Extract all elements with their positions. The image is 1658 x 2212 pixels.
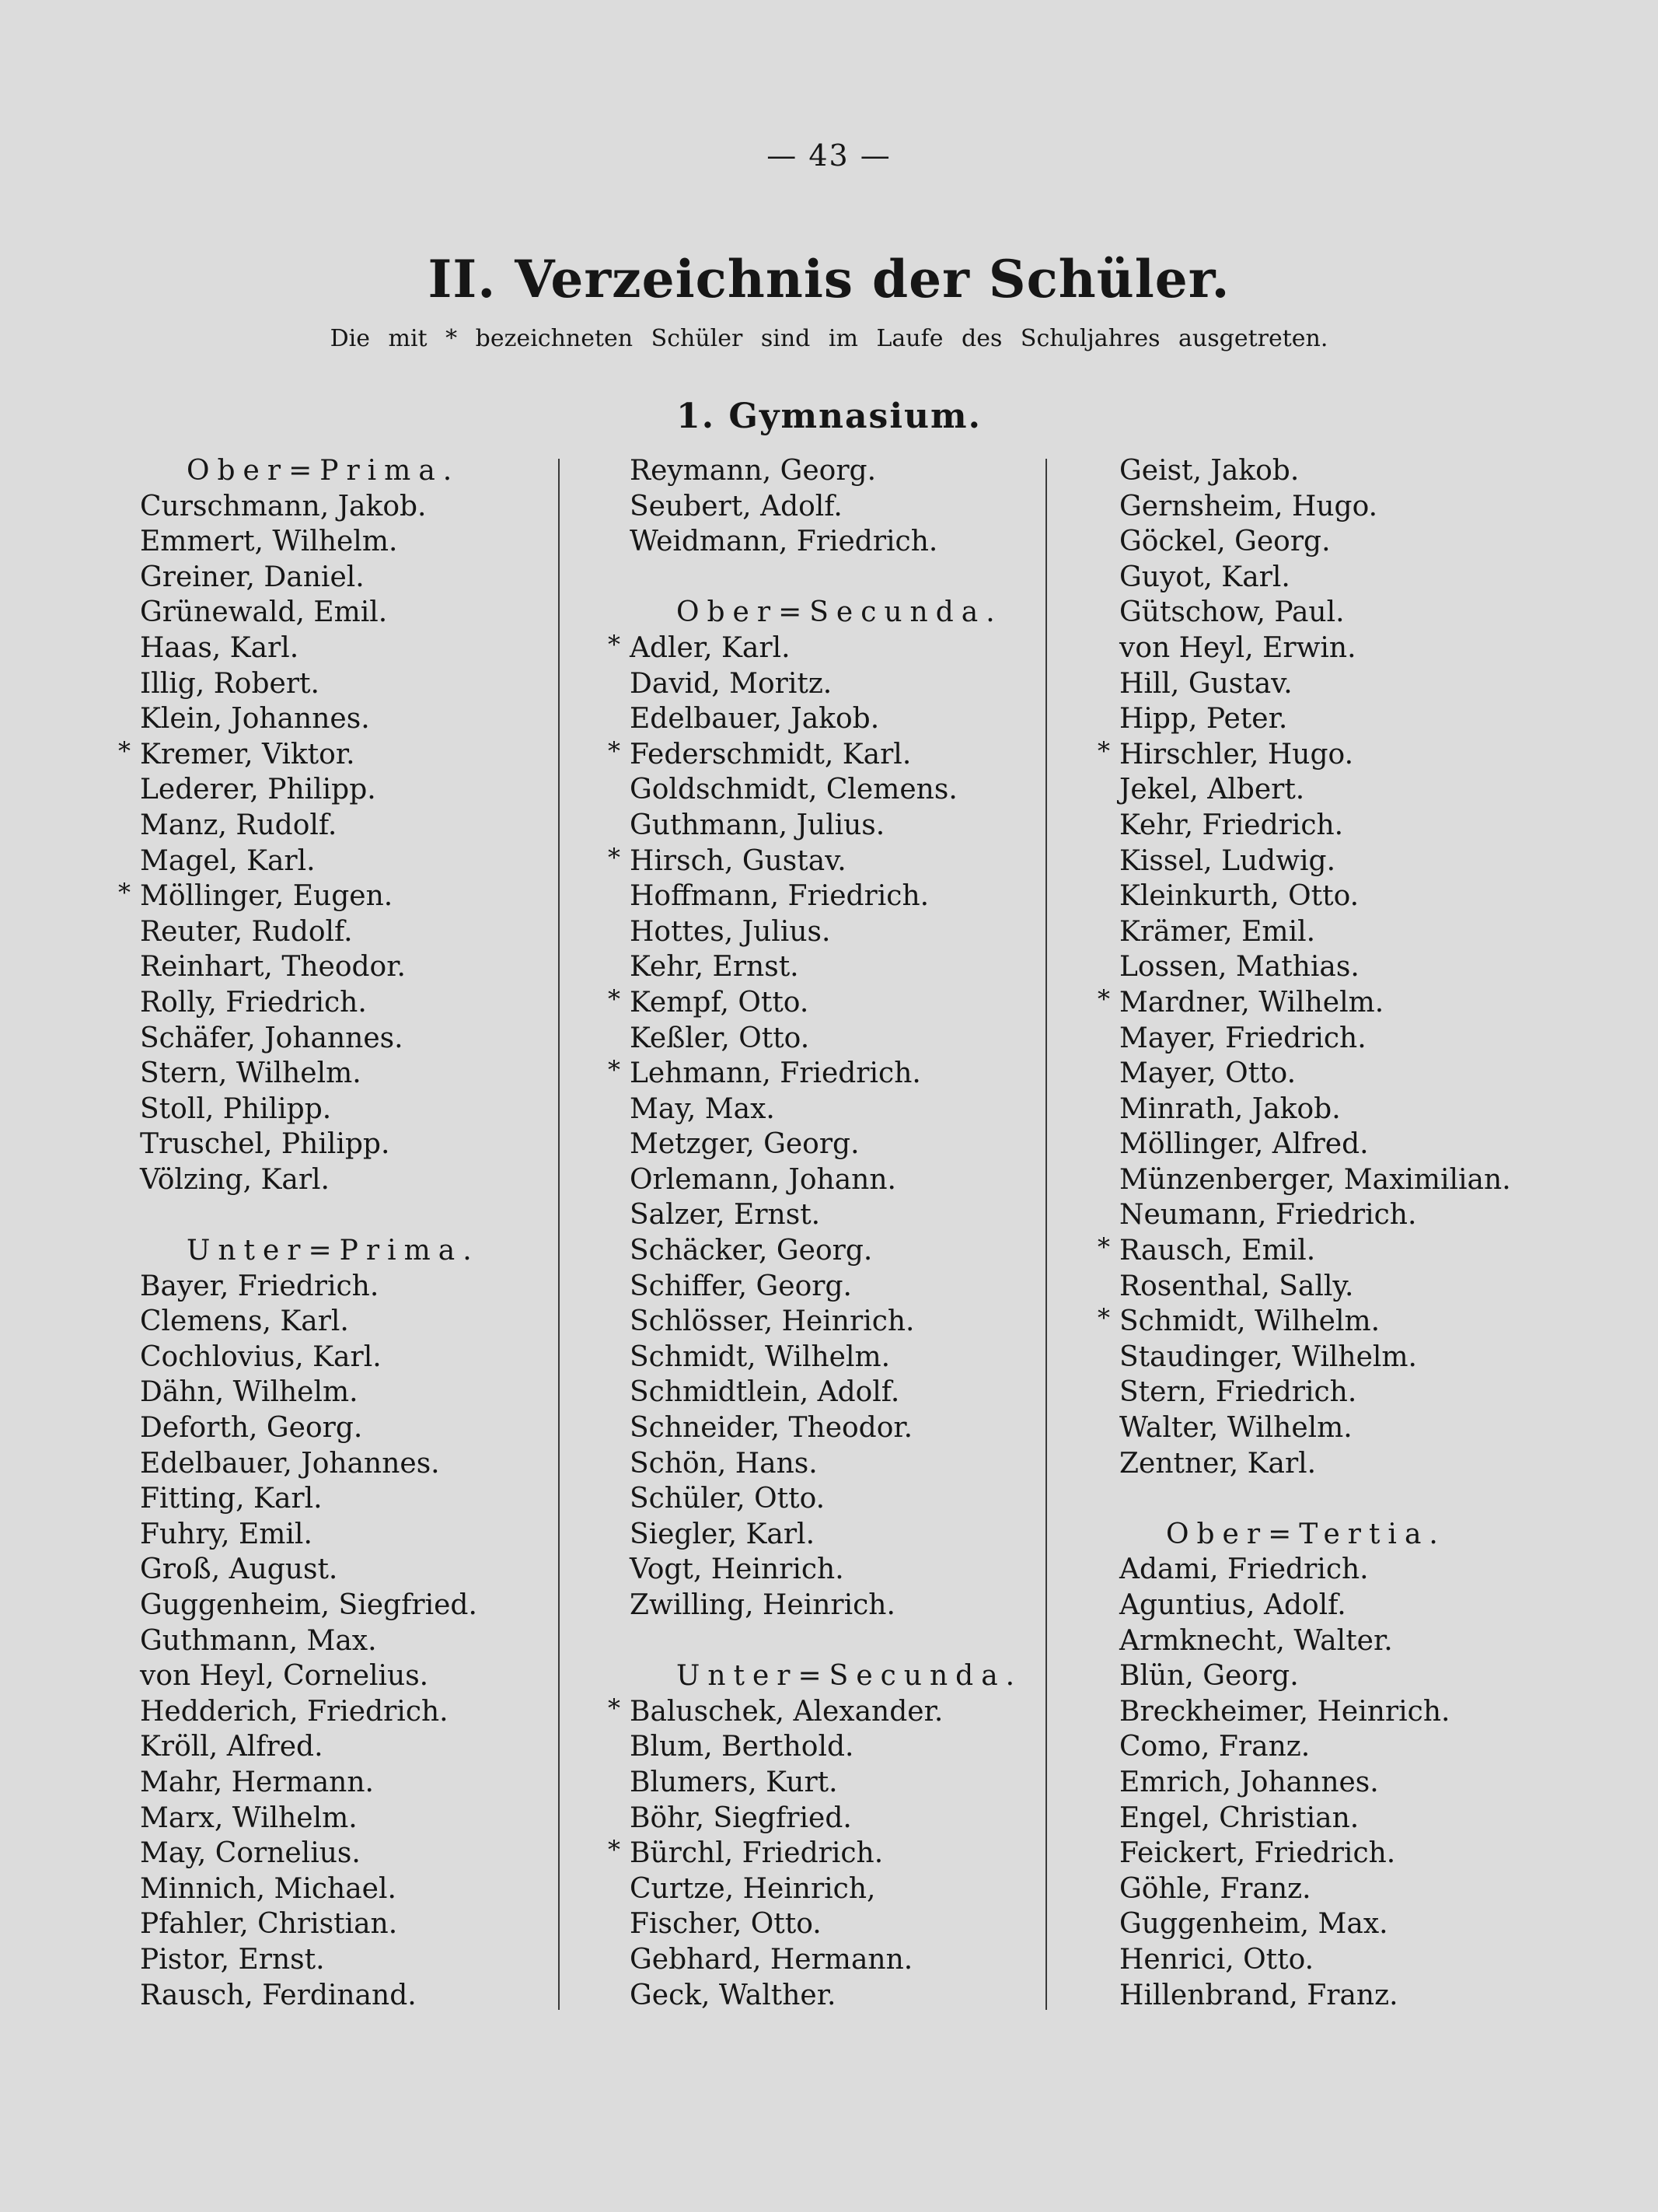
student-entry (1096, 631, 1531, 666)
student-column-2 (606, 453, 1042, 2013)
student-name: Hill, Gustav. (1119, 667, 1293, 700)
student-name: Bayer, Friedrich. (140, 1270, 379, 1302)
student-name: Mardner, Wilhelm. (1119, 986, 1384, 1019)
student-entry (1096, 1162, 1531, 1198)
student-entry (117, 1092, 552, 1127)
student-entry (606, 1836, 1042, 1871)
student-entry (1096, 737, 1531, 773)
column-divider (558, 459, 560, 2010)
student-name: Salzer, Ernst. (630, 1199, 821, 1232)
student-entry (606, 631, 1042, 666)
student-name: Klein, Johannes. (140, 703, 370, 736)
student-entry (606, 1162, 1042, 1198)
student-name: Reinhart, Theodor. (140, 951, 406, 984)
block-spacer (117, 1197, 552, 1233)
student-entry (606, 1801, 1042, 1836)
student-entry (117, 1801, 552, 1836)
student-name: Geck, Walther. (630, 1979, 836, 2011)
student-name: Emrich, Johannes. (1119, 1766, 1379, 1798)
withdrawn-asterisk: * (1098, 736, 1110, 766)
student-entry (606, 1340, 1042, 1375)
student-name: Rausch, Ferdinand. (140, 1979, 417, 2011)
student-name: Pistor, Ernst. (140, 1943, 325, 1976)
student-entry (606, 1092, 1042, 1127)
student-name: Baluschek, Alexander. (630, 1695, 944, 1728)
student-entry (1096, 1906, 1531, 1942)
student-entry (606, 1375, 1042, 1410)
student-name: Como, Franz. (1119, 1731, 1311, 1763)
column-divider (1045, 459, 1047, 2010)
student-entry (117, 1481, 552, 1517)
student-entry (606, 1729, 1042, 1765)
student-entry (117, 1765, 552, 1801)
withdrawn-asterisk: * (608, 1693, 620, 1723)
student-name: Guggenheim, Max. (1119, 1908, 1388, 1941)
student-name: Haas, Karl. (140, 631, 299, 664)
legend-note: Die mit * bezeichneten Schüler sind im Laufe des Schuljahres ausgetreten. (330, 325, 1328, 352)
student-entry (1096, 1765, 1531, 1801)
student-name: Illig, Robert. (140, 667, 319, 700)
student-entry (606, 701, 1042, 737)
student-entry (117, 1906, 552, 1942)
student-entry (117, 1056, 552, 1092)
student-name: Metzger, Georg. (630, 1128, 860, 1161)
student-entry (1096, 844, 1531, 879)
student-name: Emmert, Wilhelm. (140, 526, 398, 558)
student-entry (606, 772, 1042, 808)
student-name: Adami, Friedrich. (1119, 1553, 1369, 1586)
student-entry (1096, 1269, 1531, 1305)
student-entry (606, 1269, 1042, 1305)
student-entry (117, 844, 552, 879)
student-entry (1096, 1623, 1531, 1659)
student-name: Zwilling, Heinrich. (630, 1589, 895, 1621)
student-entry (117, 1588, 552, 1623)
student-entry (1096, 1197, 1531, 1233)
student-name: Stoll, Philipp. (140, 1092, 332, 1125)
student-name: Göhle, Franz. (1119, 1872, 1311, 1905)
student-entry (1096, 1871, 1531, 1907)
student-entry (117, 808, 552, 844)
student-entry (117, 1552, 552, 1588)
student-name: Mahr, Hermann. (140, 1766, 374, 1798)
student-name: Fuhry, Emil. (140, 1518, 312, 1550)
student-entry (117, 666, 552, 702)
student-entry (606, 1906, 1042, 1942)
student-name: Zentner, Karl. (1119, 1447, 1317, 1480)
student-name: Schäcker, Georg. (630, 1235, 873, 1267)
student-entry (606, 1197, 1042, 1233)
class-heading: Unter=Secunda. (676, 1660, 1023, 1693)
block-spacer (606, 560, 1042, 596)
withdrawn-asterisk: * (608, 1055, 620, 1085)
withdrawn-asterisk: * (608, 984, 620, 1014)
student-name: Gebhard, Hermann. (630, 1943, 913, 1976)
student-name: Mayer, Otto. (1119, 1057, 1297, 1090)
student-entry (1096, 772, 1531, 808)
student-entry (117, 1410, 552, 1446)
block-spacer (606, 1623, 1042, 1659)
student-name: Armknecht, Walter. (1119, 1624, 1393, 1657)
student-entry (1096, 1836, 1531, 1871)
student-name: Keßler, Otto. (630, 1022, 810, 1054)
student-name: Neumann, Friedrich. (1119, 1199, 1417, 1232)
student-name: Rausch, Emil. (1119, 1235, 1316, 1267)
student-name: Bürchl, Friedrich. (630, 1837, 884, 1870)
student-entry (606, 1446, 1042, 1482)
student-entry (117, 1694, 552, 1730)
student-name: Geist, Jakob. (1119, 455, 1300, 487)
student-entry (117, 524, 552, 560)
student-name: Fischer, Otto. (630, 1908, 822, 1941)
student-entry (606, 524, 1042, 560)
student-name: Curschmann, Jakob. (140, 490, 427, 522)
student-entry (1096, 595, 1531, 631)
student-entry (117, 985, 552, 1021)
student-entry (1096, 1092, 1531, 1127)
withdrawn-asterisk: * (1098, 1303, 1110, 1333)
student-entry (1096, 1127, 1531, 1162)
student-name: Edelbauer, Jakob. (630, 703, 880, 736)
student-entry (1096, 1021, 1531, 1057)
student-entry (1096, 949, 1531, 985)
student-name: Orlemann, Johann. (630, 1163, 896, 1196)
student-entry (606, 1127, 1042, 1162)
student-name: Jekel, Albert. (1119, 774, 1305, 806)
page-title: II. Verzeichnis der Schüler. (428, 249, 1230, 309)
student-entry (606, 1765, 1042, 1801)
student-name: Hillenbrand, Franz. (1119, 1979, 1398, 2011)
student-name: Staudinger, Wilhelm. (1119, 1340, 1417, 1373)
student-entry (606, 879, 1042, 914)
student-entry (117, 595, 552, 631)
student-name: Krämer, Emil. (1119, 915, 1316, 948)
student-entry (1096, 701, 1531, 737)
student-name: Böhr, Siegfried. (630, 1801, 852, 1834)
student-name: Weidmann, Friedrich. (630, 526, 938, 558)
student-entry (606, 808, 1042, 844)
student-name: Walter, Wilhelm. (1119, 1412, 1353, 1445)
section-heading: 1. Gymnasium. (676, 397, 982, 436)
student-entry (606, 453, 1042, 489)
student-name: Pfahler, Christian. (140, 1908, 398, 1941)
withdrawn-asterisk: * (118, 736, 131, 766)
student-name: Groß, August. (140, 1553, 338, 1586)
student-name: Reymann, Georg. (630, 455, 877, 487)
student-entry (117, 1623, 552, 1659)
student-entry (117, 1340, 552, 1375)
student-name: Guggenheim, Siegfried. (140, 1589, 477, 1621)
student-entry (606, 737, 1042, 773)
class-heading: Ober=Secunda. (676, 596, 1003, 629)
student-name: Minnich, Michael. (140, 1872, 396, 1905)
withdrawn-asterisk: * (118, 878, 131, 908)
student-name: Schmidt, Wilhelm. (630, 1340, 891, 1373)
student-entry (117, 1871, 552, 1907)
student-name: Henrici, Otto. (1119, 1943, 1314, 1976)
student-entry (1096, 879, 1531, 914)
student-entry (1096, 985, 1531, 1021)
student-name: von Heyl, Erwin. (1119, 631, 1356, 664)
student-entry (117, 1836, 552, 1871)
student-entry (117, 701, 552, 737)
student-entry (1096, 1233, 1531, 1269)
student-entry (1096, 1340, 1531, 1375)
student-entry (606, 1410, 1042, 1446)
student-entry (117, 631, 552, 666)
student-entry (606, 1517, 1042, 1553)
student-entry (1096, 1694, 1531, 1730)
student-name: Schiffer, Georg. (630, 1270, 852, 1302)
student-entry (117, 949, 552, 985)
student-name: Hedderich, Friedrich. (140, 1695, 449, 1728)
student-name: Cochlovius, Karl. (140, 1340, 382, 1373)
student-name: Greiner, Daniel. (140, 561, 365, 593)
student-name: Lederer, Philipp. (140, 774, 376, 806)
student-name: Schön, Hans. (630, 1447, 818, 1480)
student-name: May, Cornelius. (140, 1837, 361, 1870)
student-name: Siegler, Karl. (630, 1518, 815, 1550)
student-column-1 (117, 453, 552, 2013)
student-entry (1096, 1658, 1531, 1694)
student-name: Münzenberger, Maximilian. (1119, 1163, 1511, 1196)
student-name: Clemens, Karl. (140, 1305, 349, 1338)
student-name: Blün, Georg. (1119, 1660, 1299, 1693)
student-name: Kehr, Ernst. (630, 951, 799, 984)
student-entry (117, 1162, 552, 1198)
student-entry (117, 879, 552, 914)
student-entry (1096, 1552, 1531, 1588)
student-name: Guyot, Karl. (1119, 561, 1290, 593)
student-name: Schäfer, Johannes. (140, 1022, 403, 1054)
student-name: Schmidtlein, Adolf. (630, 1376, 900, 1409)
student-name: Vogt, Heinrich. (630, 1553, 844, 1586)
student-entry (606, 1056, 1042, 1092)
student-entry (606, 1552, 1042, 1588)
student-entry (606, 1978, 1042, 2014)
student-entry (117, 1658, 552, 1694)
student-entry (117, 560, 552, 596)
student-name: Lehmann, Friedrich. (630, 1057, 921, 1090)
student-name: Kröll, Alfred. (140, 1731, 323, 1763)
student-name: Hottes, Julius. (630, 915, 831, 948)
student-name: Kremer, Viktor. (140, 738, 355, 771)
student-entry (606, 1694, 1042, 1730)
student-entry (117, 1021, 552, 1057)
student-name: Gernsheim, Hugo. (1119, 490, 1378, 522)
student-name: Blumers, Kurt. (630, 1766, 838, 1798)
student-entry (117, 1375, 552, 1410)
student-entry (606, 1021, 1042, 1057)
student-name: Kempf, Otto. (630, 986, 809, 1019)
student-name: Stern, Wilhelm. (140, 1057, 361, 1090)
student-entry (117, 1942, 552, 1978)
student-name: Schüler, Otto. (630, 1483, 826, 1515)
withdrawn-asterisk: * (1098, 1232, 1110, 1263)
student-entry (606, 1233, 1042, 1269)
student-name: Guthmann, Julius. (630, 809, 885, 841)
student-entry (606, 1942, 1042, 1978)
student-entry (1096, 1978, 1531, 2014)
student-entry (1096, 1942, 1531, 1978)
student-entry (606, 1481, 1042, 1517)
student-entry (606, 489, 1042, 525)
student-name: Schneider, Theodor. (630, 1412, 913, 1445)
class-heading: Ober=Prima. (187, 455, 460, 487)
student-entry (1096, 1588, 1531, 1623)
student-name: Magel, Karl. (140, 844, 316, 877)
student-entry (1096, 1056, 1531, 1092)
student-name: Manz, Rudolf. (140, 809, 337, 841)
student-name: David, Moritz. (630, 667, 832, 700)
student-name: Goldschmidt, Clemens. (630, 774, 958, 806)
student-name: Hoffmann, Friedrich. (630, 880, 930, 913)
student-name: Feickert, Friedrich. (1119, 1837, 1396, 1870)
student-name: von Heyl, Cornelius. (140, 1660, 429, 1693)
student-entry (1096, 524, 1531, 560)
student-entry (1096, 453, 1531, 489)
student-name: Fitting, Karl. (140, 1483, 323, 1515)
student-entry (606, 914, 1042, 950)
student-entry (606, 949, 1042, 985)
student-entry (1096, 489, 1531, 525)
student-name: Breckheimer, Heinrich. (1119, 1695, 1450, 1728)
withdrawn-asterisk: * (608, 1835, 620, 1865)
student-entry (117, 489, 552, 525)
student-name: Guthmann, Max. (140, 1624, 377, 1657)
student-entry (1096, 1446, 1531, 1482)
student-entry (117, 737, 552, 773)
student-name: Lossen, Mathias. (1119, 951, 1360, 984)
student-name: Engel, Christian. (1119, 1801, 1360, 1834)
student-name: Hirschler, Hugo. (1119, 738, 1354, 771)
student-name: Truschel, Philipp. (140, 1128, 390, 1161)
student-name: Grünewald, Emil. (140, 596, 388, 629)
student-name: Kehr, Friedrich. (1119, 809, 1344, 841)
student-name: Adler, Karl. (630, 631, 791, 664)
student-entry (1096, 1729, 1531, 1765)
student-name: Völzing, Karl. (140, 1163, 330, 1196)
withdrawn-asterisk: * (1098, 984, 1110, 1014)
student-entry (606, 1304, 1042, 1340)
student-name: Reuter, Rudolf. (140, 915, 353, 948)
student-name: Deforth, Georg. (140, 1412, 363, 1445)
student-name: Schmidt, Wilhelm. (1119, 1305, 1381, 1338)
student-entry (1096, 1410, 1531, 1446)
student-entry (1096, 1375, 1531, 1410)
student-entry (606, 1588, 1042, 1623)
student-entry (117, 1978, 552, 2014)
student-name: Göckel, Georg. (1119, 526, 1331, 558)
student-entry (1096, 1304, 1531, 1340)
student-entry (1096, 560, 1531, 596)
student-name: Edelbauer, Johannes. (140, 1447, 440, 1480)
class-heading: Unter=Prima. (187, 1235, 480, 1267)
withdrawn-asterisk: * (608, 842, 620, 872)
student-name: Schlösser, Heinrich. (630, 1305, 915, 1338)
student-entry (117, 1269, 552, 1305)
student-entry (117, 1446, 552, 1482)
student-name: Kissel, Ludwig. (1119, 844, 1336, 877)
student-entry (117, 1304, 552, 1340)
student-entry (1096, 914, 1531, 950)
student-name: Gütschow, Paul. (1119, 596, 1345, 629)
student-name: Mayer, Friedrich. (1119, 1022, 1367, 1054)
student-name: Minrath, Jakob. (1119, 1092, 1341, 1125)
student-name: Seubert, Adolf. (630, 490, 843, 522)
student-name: Rosenthal, Sally. (1119, 1270, 1354, 1302)
student-name: Blum, Berthold. (630, 1731, 854, 1763)
student-name: Dähn, Wilhelm. (140, 1376, 358, 1409)
student-entry (1096, 1801, 1531, 1836)
student-entry (117, 914, 552, 950)
student-name: Federschmidt, Karl. (630, 738, 912, 771)
student-entry (606, 844, 1042, 879)
student-name: Rolly, Friedrich. (140, 986, 367, 1019)
student-entry (117, 1517, 552, 1553)
class-heading: Ober=Tertia. (1166, 1518, 1446, 1550)
student-name: Kleinkurth, Otto. (1119, 880, 1360, 913)
student-name: Aguntius, Adolf. (1119, 1589, 1346, 1621)
student-name: Stern, Friedrich. (1119, 1376, 1357, 1409)
student-entry (117, 1729, 552, 1765)
student-name: Hipp, Peter. (1119, 703, 1288, 736)
student-name: Möllinger, Alfred. (1119, 1128, 1369, 1161)
student-entry (1096, 666, 1531, 702)
student-name: Möllinger, Eugen. (140, 880, 393, 913)
student-entry (117, 1127, 552, 1162)
student-name: Hirsch, Gustav. (630, 844, 846, 877)
student-name: Curtze, Heinrich, (630, 1872, 876, 1905)
student-entry (606, 666, 1042, 702)
student-entry (117, 772, 552, 808)
student-column-3 (1096, 453, 1531, 2013)
student-entry (1096, 808, 1531, 844)
block-spacer (1096, 1481, 1531, 1517)
student-name: May, Max. (630, 1092, 775, 1125)
page-number: — 43 — (766, 138, 892, 173)
withdrawn-asterisk: * (608, 629, 620, 659)
student-entry (606, 985, 1042, 1021)
withdrawn-asterisk: * (608, 736, 620, 766)
student-name: Marx, Wilhelm. (140, 1801, 358, 1834)
student-entry (606, 1871, 1042, 1907)
